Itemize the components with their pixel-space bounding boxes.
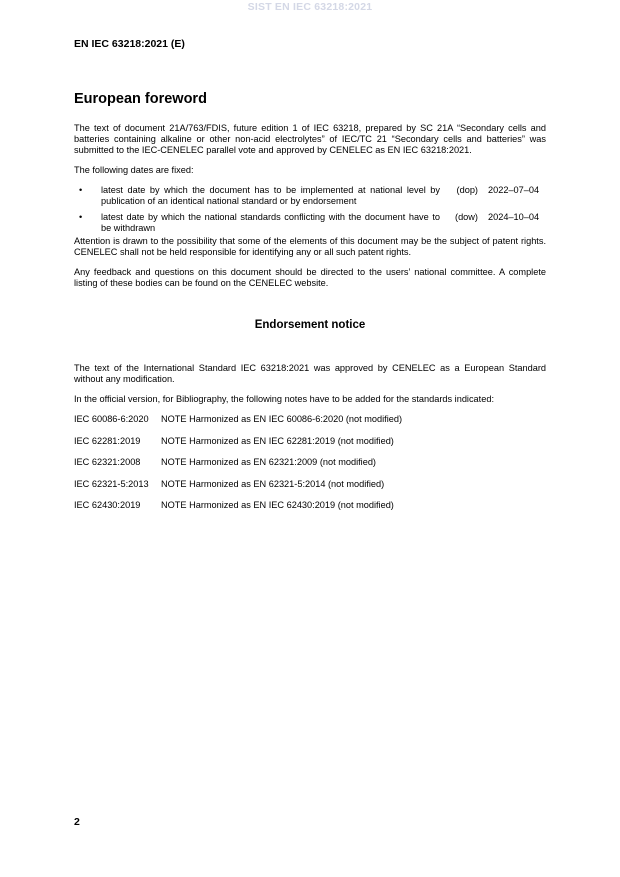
note-text: NOTE Harmonized as EN 62321-5:2014 (not modified)	[161, 478, 385, 489]
note-text: NOTE Harmonized as EN IEC 62430:2019 (not modified)	[161, 500, 394, 510]
endorsement-title: Endorsement notice	[254, 319, 366, 331]
note-reference: IEC 62430:2019	[74, 500, 141, 510]
note-row	[74, 457, 546, 468]
dates-list	[74, 185, 546, 234]
bibliography-notes	[74, 414, 546, 511]
foreword-paragraph-4: Any feedback and questions on this document should be directed to the users’ national committee. A complete listing of these bodies can be found on the CENELEC website.	[74, 267, 546, 288]
note-text: NOTE Harmonized as EN IEC 60086-6:2020 (not modified)	[161, 414, 403, 424]
date-item-code: (dop)	[456, 185, 478, 195]
endorsement-paragraph-2: In the official version, for Bibliography, the following notes have to be added for the standards indicated:	[74, 394, 494, 404]
note-row	[74, 500, 546, 511]
note-row	[74, 436, 546, 447]
page-number: 2	[74, 816, 80, 828]
bullet-marker: •	[79, 185, 83, 195]
watermark: SIST EN IEC 63218:2021	[247, 1, 373, 13]
page-content	[74, 90, 546, 522]
note-reference: IEC 60086-6:2020	[74, 414, 149, 424]
date-item-text: latest date by which the document has to be implemented at national level by publication of an identical national standard or by endorsement	[101, 185, 440, 206]
note-reference: IEC 62321-5:2013	[74, 478, 149, 489]
foreword-paragraph-2: The following dates are fixed:	[74, 165, 194, 175]
note-text: NOTE Harmonized as EN IEC 62281:2019 (not modified)	[161, 435, 394, 446]
date-item-code: (dow)	[455, 212, 478, 222]
note-row	[74, 414, 546, 425]
note-reference: IEC 62281:2019	[74, 435, 141, 446]
foreword-paragraph-3: Attention is drawn to the possibility that some of the elements of this document may be the subject of patent rights. CENELEC shall not be held responsible for identifying any or all such patent rights.	[74, 236, 546, 257]
date-item-dow	[74, 212, 546, 234]
bullet-marker: •	[79, 212, 83, 222]
foreword-title: European foreword	[74, 91, 207, 107]
note-row	[74, 479, 546, 490]
note-text: NOTE Harmonized as EN 62321:2009 (not modified)	[161, 457, 376, 467]
date-item-text: latest date by which the national standards conflicting with the document have to be withdrawn	[101, 212, 440, 233]
date-item-date: 2024–10–04	[488, 212, 540, 222]
note-reference: IEC 62321:2008	[74, 457, 141, 467]
endorsement-paragraph-1: The text of the International Standard IEC 63218:2021 was approved by CENELEC as a European Standard without any modification.	[74, 363, 546, 384]
document-id: EN IEC 63218:2021 (E)	[74, 38, 185, 50]
date-item-dop	[74, 185, 546, 207]
date-item-date: 2022–07–04	[488, 185, 540, 195]
foreword-paragraph-1: The text of document 21A/763/FDIS, future edition 1 of IEC 63218, prepared by SC 21A “Secondary cells and batteries containing alkaline or other non-acid electrolytes” of IEC/TC 21 “Secondary cells and batteries” was submitted to the IEC-CENELEC parallel vote and approved by CENELEC as EN IEC 63218:2021.	[74, 123, 546, 155]
